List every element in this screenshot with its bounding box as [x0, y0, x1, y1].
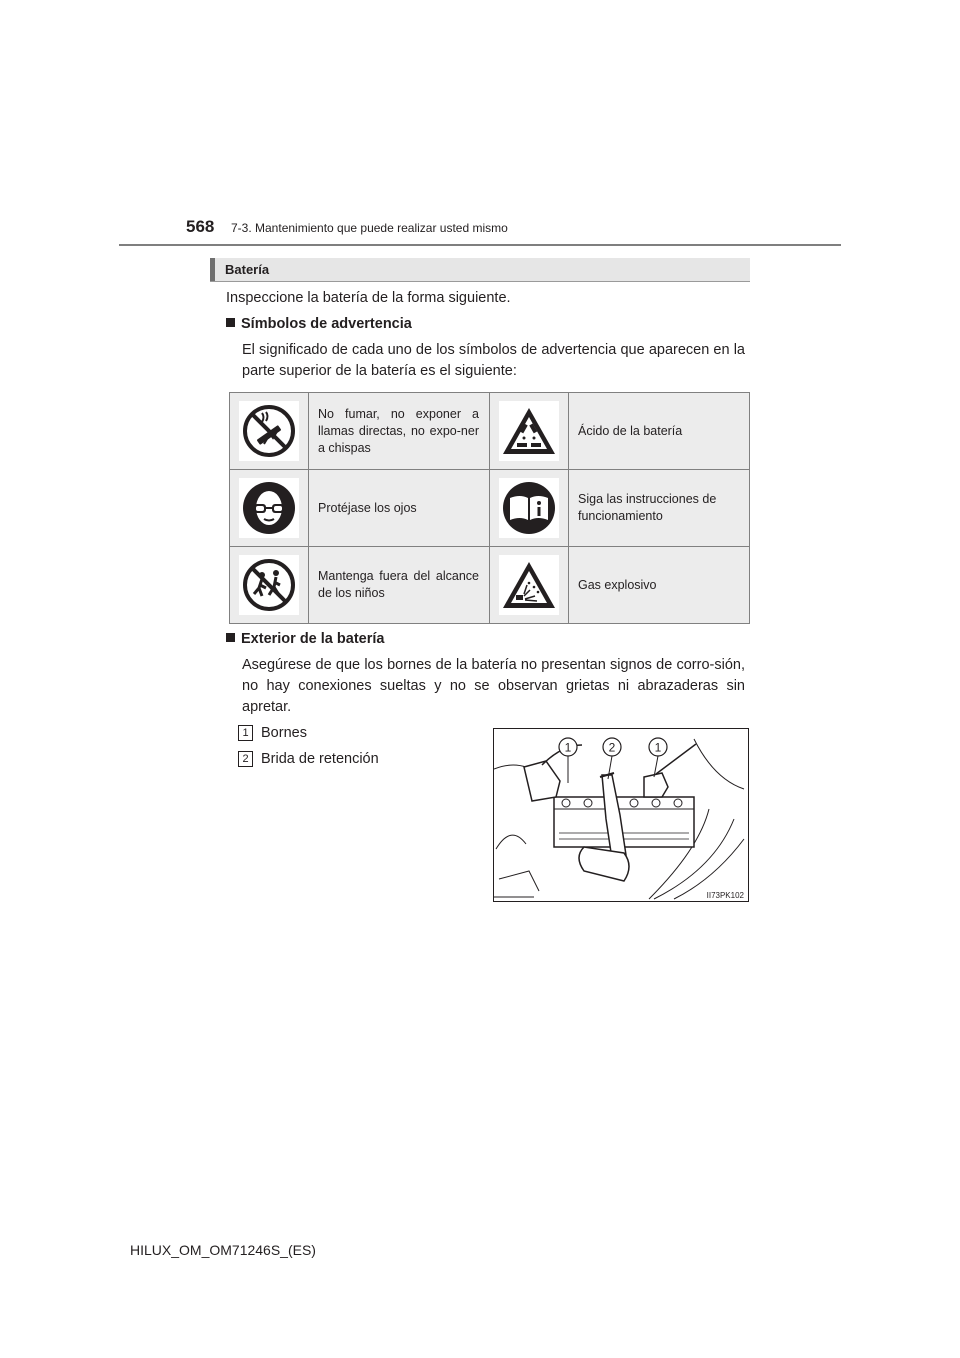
symbol-label: Mantenga fuera del alcance de los niños: [309, 547, 490, 624]
table-row: [230, 547, 750, 624]
battery-drawing: [494, 729, 748, 901]
figure-callout-2: 2: [608, 740, 616, 755]
callout-item: [238, 749, 379, 770]
warning-symbols-heading: [226, 314, 412, 335]
explosive-gas-icon: [500, 559, 558, 611]
figure-callout-1: 1: [564, 740, 572, 755]
exterior-text: Asegúrese de que los bornes de la batería no presentan signos de corro-sión, no hay conexiones sueltas y no se observan grietas ni abrazaderas sin apretar.: [242, 657, 745, 715]
symbol-label: Gas explosivo: [569, 547, 750, 624]
table-row: [230, 470, 750, 547]
symbol-label: Siga las instrucciones de funcionamiento: [569, 470, 750, 547]
symbol-label: Protéjase los ojos: [309, 470, 490, 547]
section-bar-accent: [210, 258, 215, 281]
callout-number: 2: [238, 751, 253, 767]
symbol-label: Ácido de la batería: [569, 393, 750, 470]
square-bullet-icon: [226, 318, 235, 327]
callout-item: [238, 723, 307, 744]
header-divider: [119, 244, 841, 246]
intro-text: Inspeccione la batería de la forma siguiente.: [226, 290, 511, 306]
no-smoking-icon: [242, 404, 296, 458]
exterior-heading-text: Exterior de la batería: [241, 631, 385, 647]
square-bullet-icon: [226, 633, 235, 642]
warning-symbols-table: [229, 392, 750, 624]
section-title: Batería: [225, 262, 270, 277]
eye-protection-icon: [242, 481, 296, 535]
table-row: [230, 393, 750, 470]
figure-code: II73PK102: [706, 891, 744, 900]
page-number: 568: [186, 217, 215, 236]
figure-callout-1: 1: [654, 740, 662, 755]
callout-number: 1: [238, 725, 253, 741]
warning-symbols-text: El significado de cada uno de los símbolos de advertencia que aparecen en la parte superior de la batería es el siguiente:: [242, 342, 745, 379]
callout-label: Brida de retención: [261, 751, 379, 767]
exterior-heading: [226, 629, 384, 650]
document-id: HILUX_OM_OM71246S_(ES): [130, 1242, 316, 1258]
battery-acid-icon: [500, 405, 558, 457]
keep-away-children-icon: [242, 558, 296, 612]
symbol-label: No fumar, no exponer a llamas directas, no expo-ner a chispas: [309, 393, 490, 470]
section-reference: 7-3. Mantenimiento que puede realizar usted mismo: [231, 221, 508, 235]
instructions-book-icon: [502, 481, 556, 535]
section-title-bar: [210, 258, 750, 282]
battery-illustration: [493, 728, 749, 902]
callout-label: Bornes: [261, 725, 307, 741]
warning-symbols-heading-text: Símbolos de advertencia: [241, 316, 412, 332]
